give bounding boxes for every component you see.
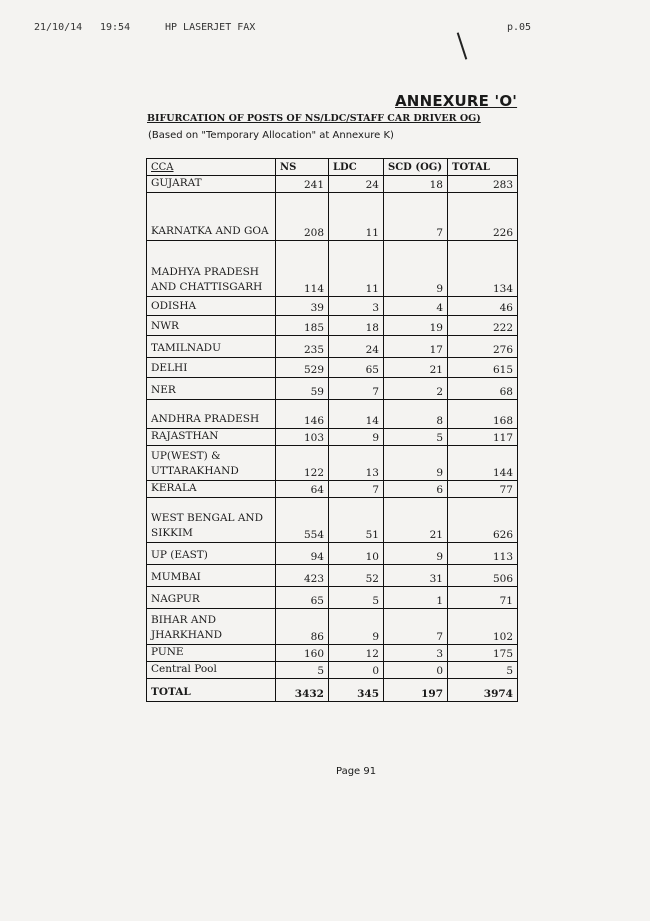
col-scd: SCD (OG) bbox=[384, 159, 448, 176]
cell-scd: 9 bbox=[384, 241, 448, 297]
cell-ldc: 0 bbox=[329, 662, 384, 679]
cell-cca: NWR bbox=[147, 316, 276, 336]
cell-scd: 17 bbox=[384, 336, 448, 358]
cell-cca: UP(WEST) & UTTARAKHAND bbox=[147, 446, 276, 481]
cell-ns: 529 bbox=[276, 358, 329, 378]
cell-ns: 64 bbox=[276, 481, 329, 498]
cell-ldc: 10 bbox=[329, 543, 384, 565]
cell-scd: 21 bbox=[384, 498, 448, 543]
document-subheading: (Based on "Temporary Allocation" at Annexure K) bbox=[148, 130, 394, 141]
fax-device: HP LASERJET FAX bbox=[165, 22, 256, 33]
table-row bbox=[147, 316, 518, 336]
table-header-row bbox=[147, 159, 518, 176]
cell-ldc: 24 bbox=[329, 336, 384, 358]
cell-ldc: 18 bbox=[329, 316, 384, 336]
cell-ldc: 7 bbox=[329, 481, 384, 498]
cell-ldc: 52 bbox=[329, 565, 384, 587]
cell-total: 226 bbox=[448, 193, 518, 241]
cell-ldc: 7 bbox=[329, 378, 384, 400]
table-row bbox=[147, 297, 518, 316]
cell-ldc: 13 bbox=[329, 446, 384, 481]
table-row bbox=[147, 193, 518, 241]
col-total: TOTAL bbox=[448, 159, 518, 176]
table-row bbox=[147, 378, 518, 400]
table-row bbox=[147, 336, 518, 358]
fax-time: 19:54 bbox=[100, 22, 131, 33]
cell-cca: DELHI bbox=[147, 358, 276, 378]
cell-cca: NER bbox=[147, 378, 276, 400]
cell-total: 5 bbox=[448, 662, 518, 679]
posts-table bbox=[146, 158, 518, 702]
cell-cca: UP (EAST) bbox=[147, 543, 276, 565]
cell-ns: 114 bbox=[276, 241, 329, 297]
cell-cca: MUMBAI bbox=[147, 565, 276, 587]
cell-ldc: 12 bbox=[329, 645, 384, 662]
cell-ns: 554 bbox=[276, 498, 329, 543]
cell-ns: 86 bbox=[276, 609, 329, 645]
col-cca: CCA bbox=[147, 159, 276, 176]
cell-scd: 7 bbox=[384, 609, 448, 645]
cell-total: 506 bbox=[448, 565, 518, 587]
table-row bbox=[147, 176, 518, 193]
cell-total: 276 bbox=[448, 336, 518, 358]
document-heading: BIFURCATION OF POSTS OF NS/LDC/STAFF CAR DRIVER OG) bbox=[147, 113, 481, 124]
col-ns: NS bbox=[276, 159, 329, 176]
cell-ns: 235 bbox=[276, 336, 329, 358]
cell-ldc: 11 bbox=[329, 241, 384, 297]
col-ldc: LDC bbox=[329, 159, 384, 176]
cell-total: 113 bbox=[448, 543, 518, 565]
cell-cca: TAMILNADU bbox=[147, 336, 276, 358]
table-row bbox=[147, 565, 518, 587]
table-row bbox=[147, 609, 518, 645]
cell-cca: ANDHRA PRADESH bbox=[147, 400, 276, 429]
cell-ldc: 11 bbox=[329, 193, 384, 241]
cell-ns: 122 bbox=[276, 446, 329, 481]
cell-scd: 21 bbox=[384, 358, 448, 378]
cell-ldc: 51 bbox=[329, 498, 384, 543]
cell-total: 222 bbox=[448, 316, 518, 336]
cell-scd: 9 bbox=[384, 543, 448, 565]
cell-scd: 2 bbox=[384, 378, 448, 400]
cell-ldc: 24 bbox=[329, 176, 384, 193]
cell-scd: 8 bbox=[384, 400, 448, 429]
cell-total: 626 bbox=[448, 498, 518, 543]
cell-scd: 4 bbox=[384, 297, 448, 316]
cell-ns: 185 bbox=[276, 316, 329, 336]
table-row bbox=[147, 358, 518, 378]
fax-date: 21/10/14 bbox=[34, 22, 83, 33]
cell-ldc: 14 bbox=[329, 400, 384, 429]
cell-ldc: 3 bbox=[329, 297, 384, 316]
annexure-title: ANNEXURE 'O' bbox=[395, 92, 518, 110]
cell-total: 144 bbox=[448, 446, 518, 481]
page-number: Page 91 bbox=[336, 766, 377, 777]
cell-cca: MADHYA PRADESH AND CHATTISGARH bbox=[147, 241, 276, 297]
cell-ns: 423 bbox=[276, 565, 329, 587]
table-row bbox=[147, 241, 518, 297]
cell-cca: Central Pool bbox=[147, 662, 276, 679]
cell-total: 283 bbox=[448, 176, 518, 193]
table-row bbox=[147, 543, 518, 565]
cell-ns: 103 bbox=[276, 429, 329, 446]
cell-cca: RAJASTHAN bbox=[147, 429, 276, 446]
cell-total: 68 bbox=[448, 378, 518, 400]
table-row bbox=[147, 400, 518, 429]
table-row bbox=[147, 481, 518, 498]
cell-total: 175 bbox=[448, 645, 518, 662]
cell-ldc: 9 bbox=[329, 609, 384, 645]
cell-scd: 9 bbox=[384, 446, 448, 481]
cell-total: 134 bbox=[448, 241, 518, 297]
cell-ldc: 65 bbox=[329, 358, 384, 378]
cell-cca: PUNE bbox=[147, 645, 276, 662]
cell-ns: 59 bbox=[276, 378, 329, 400]
cell-total: 615 bbox=[448, 358, 518, 378]
cell-ns: 208 bbox=[276, 193, 329, 241]
fax-page: p.05 bbox=[507, 22, 532, 33]
cell-cca: ODISHA bbox=[147, 297, 276, 316]
total-cell-total: 3974 bbox=[448, 679, 518, 702]
cell-ns: 39 bbox=[276, 297, 329, 316]
cell-scd: 3 bbox=[384, 645, 448, 662]
total-cell-scd: 197 bbox=[384, 679, 448, 702]
cell-ns: 65 bbox=[276, 587, 329, 609]
cell-ns: 146 bbox=[276, 400, 329, 429]
cell-cca: WEST BENGAL AND SIKKIM bbox=[147, 498, 276, 543]
cell-scd: 0 bbox=[384, 662, 448, 679]
cell-ns: 241 bbox=[276, 176, 329, 193]
cell-cca: KERALA bbox=[147, 481, 276, 498]
total-cell-ldc: 345 bbox=[329, 679, 384, 702]
cell-scd: 31 bbox=[384, 565, 448, 587]
table-row bbox=[147, 587, 518, 609]
cell-total: 102 bbox=[448, 609, 518, 645]
table-row bbox=[147, 446, 518, 481]
cell-scd: 7 bbox=[384, 193, 448, 241]
cell-ldc: 5 bbox=[329, 587, 384, 609]
table-row bbox=[147, 645, 518, 662]
cell-total: 71 bbox=[448, 587, 518, 609]
cell-scd: 19 bbox=[384, 316, 448, 336]
cell-cca: NAGPUR bbox=[147, 587, 276, 609]
cell-total: 46 bbox=[448, 297, 518, 316]
cell-ns: 5 bbox=[276, 662, 329, 679]
cell-cca: BIHAR AND JHARKHAND bbox=[147, 609, 276, 645]
table-row bbox=[147, 429, 518, 446]
pen-mark bbox=[457, 32, 468, 59]
table-row bbox=[147, 498, 518, 543]
cell-cca: KARNATKA AND GOA bbox=[147, 193, 276, 241]
cell-ns: 160 bbox=[276, 645, 329, 662]
cell-scd: 18 bbox=[384, 176, 448, 193]
cell-total: 117 bbox=[448, 429, 518, 446]
cell-scd: 1 bbox=[384, 587, 448, 609]
cell-scd: 5 bbox=[384, 429, 448, 446]
total-cell-ns: 3432 bbox=[276, 679, 329, 702]
table-row bbox=[147, 662, 518, 679]
cell-ldc: 9 bbox=[329, 429, 384, 446]
total-cell-cca: TOTAL bbox=[147, 679, 276, 702]
cell-total: 77 bbox=[448, 481, 518, 498]
cell-cca: GUJARAT bbox=[147, 176, 276, 193]
cell-scd: 6 bbox=[384, 481, 448, 498]
cell-total: 168 bbox=[448, 400, 518, 429]
cell-ns: 94 bbox=[276, 543, 329, 565]
total-row bbox=[147, 679, 518, 702]
